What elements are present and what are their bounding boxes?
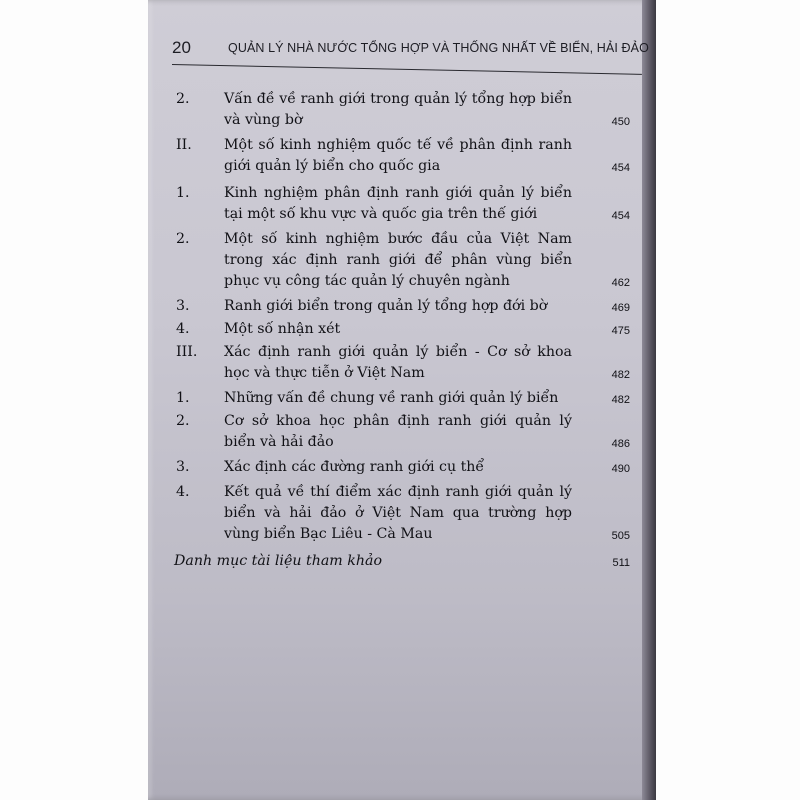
toc-entry <box>172 135 638 177</box>
toc-entry <box>172 457 638 478</box>
toc-entry-title: Danh mục tài liệu tham khảo <box>174 553 382 569</box>
toc-entry-page: 511 <box>612 557 630 569</box>
toc-entry-page: 505 <box>611 530 630 542</box>
page-number: 20 <box>172 38 191 57</box>
toc-entry <box>172 89 638 131</box>
toc-entry <box>172 319 638 340</box>
toc-entry-page: 454 <box>611 162 630 174</box>
toc-entry-page: 462 <box>611 277 630 289</box>
toc-entry-number: II. <box>176 137 192 153</box>
page-edge-shadow <box>642 0 656 800</box>
toc-entry-page: 475 <box>611 325 630 337</box>
table-of-contents <box>172 86 638 572</box>
toc-entry-title: Xác định ranh giới quản lý biển - Cơ sở khoa học và thực tiễn ở Việt Nam <box>224 344 572 381</box>
toc-entry <box>172 411 638 453</box>
toc-entry <box>172 229 638 292</box>
toc-entry-title: Một số nhận xét <box>224 321 341 337</box>
toc-entry-page: 490 <box>611 463 630 475</box>
toc-entry-number: 4. <box>176 484 190 500</box>
toc-entry-title: Một số kinh nghiệm bước đầu của Việt Nam trong xác định ranh giới để phân vùng biển phục vụ công tác quản lý chuyên ngành <box>224 231 572 289</box>
running-title: QUẢN LÝ NHÀ NƯỚC TỔNG HỢP VÀ THỐNG NHẤT VỀ BIỂN, HẢI ĐẢO <box>228 41 649 55</box>
toc-entry-page: 486 <box>611 438 630 450</box>
toc-entry <box>172 482 638 545</box>
toc-entry-page: 450 <box>611 116 630 128</box>
toc-entry-number: 3. <box>176 298 190 314</box>
toc-entry-number: 4. <box>176 321 190 337</box>
toc-entry <box>172 296 638 317</box>
toc-entry-title: Một số kinh nghiệm quốc tế về phân định ranh giới quản lý biển cho quốc gia <box>224 137 572 174</box>
toc-entry-page: 482 <box>611 394 630 406</box>
toc-entry-number: III. <box>176 344 198 360</box>
toc-entry-number: 3. <box>176 459 190 475</box>
page-header <box>172 38 649 66</box>
toc-entry <box>172 342 638 384</box>
toc-entry-page: 454 <box>611 210 630 222</box>
toc-entry-number: 2. <box>176 91 190 107</box>
toc-entry-title: Vấn đề về ranh giới trong quản lý tổng hợp biển và vùng bờ <box>224 91 572 128</box>
toc-entry-title: Cơ sở khoa học phân định ranh giới quản lý biển và hải đảo <box>224 413 572 450</box>
toc-entry <box>172 551 638 572</box>
toc-entry-title: Kết quả về thí điểm xác định ranh giới quản lý biển và hải đảo ở Việt Nam qua trường hợp vùng biển Bạc Liêu - Cà Mau <box>224 484 572 542</box>
toc-entry-title: Kinh nghiệm phân định ranh giới quản lý biển tại một số khu vực và quốc gia trên thế giới <box>224 185 572 222</box>
toc-entry-number: 1. <box>176 185 190 201</box>
toc-entry-title: Ranh giới biển trong quản lý tổng hợp đới bờ <box>224 298 548 314</box>
toc-entry-number: 2. <box>176 231 190 247</box>
toc-entry-title: Những vấn đề chung về ranh giới quản lý biển <box>224 390 559 406</box>
toc-entry-page: 482 <box>611 369 630 381</box>
toc-entry-title: Xác định các đường ranh giới cụ thể <box>224 459 485 475</box>
toc-entry-page: 469 <box>611 302 630 314</box>
toc-entry-number: 2. <box>176 413 190 429</box>
toc-entry <box>172 388 638 409</box>
toc-entry <box>172 183 638 225</box>
toc-entry-number: 1. <box>176 390 190 406</box>
